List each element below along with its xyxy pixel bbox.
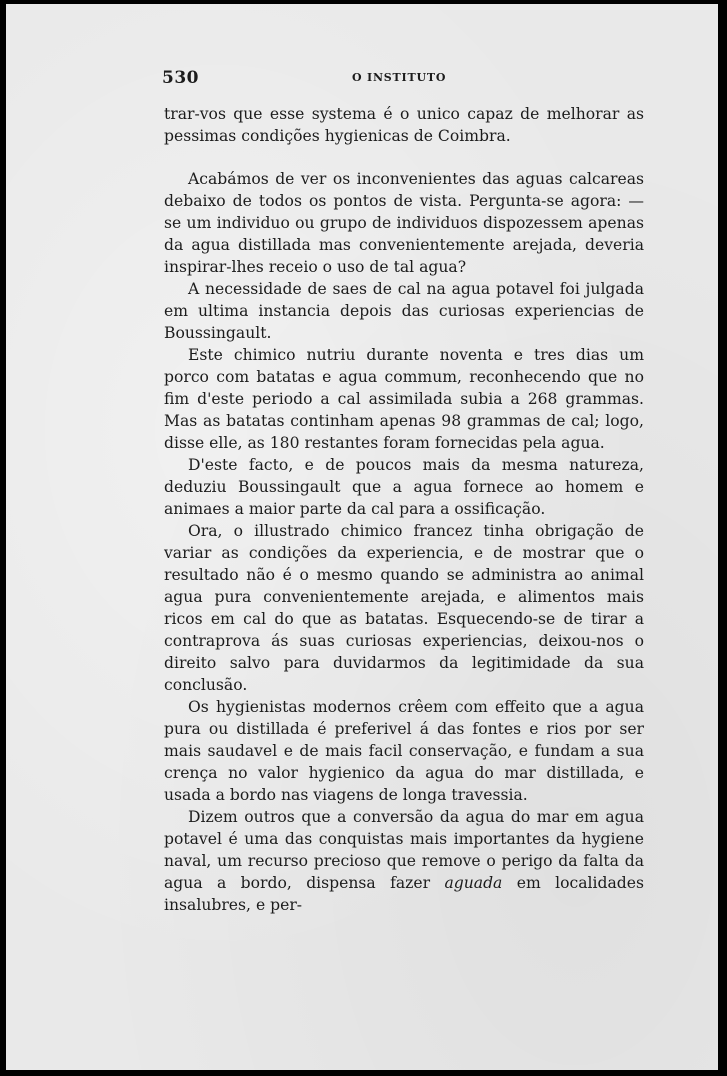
book-page [6,4,718,1070]
section-gap [164,147,644,168]
paragraph-boussingault-deduction: D'este facto, e de poucos mais da mesma natureza, deduziu Boussingault que a agua fornece ao homem e animaes a maior parte da cal para a ossificação. [164,456,644,518]
paragraph-hygienists: Os hygienistas modernos crêem com effeito que a agua pura ou distillada é preferivel á das fontes e rios por ser mais saudavel e de mais facil conservação, e fundam a sua crença no valor hygienico da agua do mar distillada, e usada a bordo nas viagens de longa travessia. [164,698,644,804]
running-title: O INSTITUTO [352,71,447,84]
paragraph-continuation: trar-vos que esse systema é o unico capaz de melhorar as pessimas condições hygienicas de Coimbra. [164,105,644,145]
paragraph-counterproof: Ora, o illustrado chimico francez tinha obrigação de variar as condições da experiencia, e de mostrar que o resultado não é o mesmo quando se administra ao animal agua pura convenientemente arejada, e alimentos mais ricos em cal do que as batatas. Esquecendo-se de tirar a contraprova ás suas curiosas experiencias, deixou-nos o direito salvo para duvidarmos da legitimidade da sua conclusão. [164,522,644,694]
page-number: 530 [162,68,199,88]
page-header [162,68,648,90]
paragraph-pig-experiment: Este chimico nutriu durante noventa e tres dias um porco com batatas e agua commum, reconhecendo que no fim d'este periodo a cal assimilada subia a 268 grammas. Mas as batatas continham apenas 98 grammas de cal; logo, disse elle, as 180 restantes foram fornecidas pela agua. [164,346,644,452]
emphasis-aguada: aguada [444,874,503,892]
body-text [164,103,644,916]
sea-water-text-after: em localidades insalubres, e per- [164,874,644,914]
sea-water-text-before: Dizem outros que a conversão da agua do mar em agua potavel é uma das conquistas mais importantes da hygiene naval, um recurso precioso que remove o perigo da falta da agua a bordo, dispensa fazer [164,808,644,892]
paragraph-sea-water [164,806,644,916]
paragraph-calcareous-waters: Acabámos de ver os inconvenientes das aguas calcareas debaixo de todos os pontos de vista. Pergunta-se agora: — se um individuo ou grupo de individuos dispozessem apenas da agua distillada mas convenientemente arejada, deveria inspirar-lhes receio o uso de tal agua? [164,170,644,276]
paragraph-lime-salts: A necessidade de saes de cal na agua potavel foi julgada em ultima instancia depois das curiosas experiencias de Boussingault. [164,280,644,342]
